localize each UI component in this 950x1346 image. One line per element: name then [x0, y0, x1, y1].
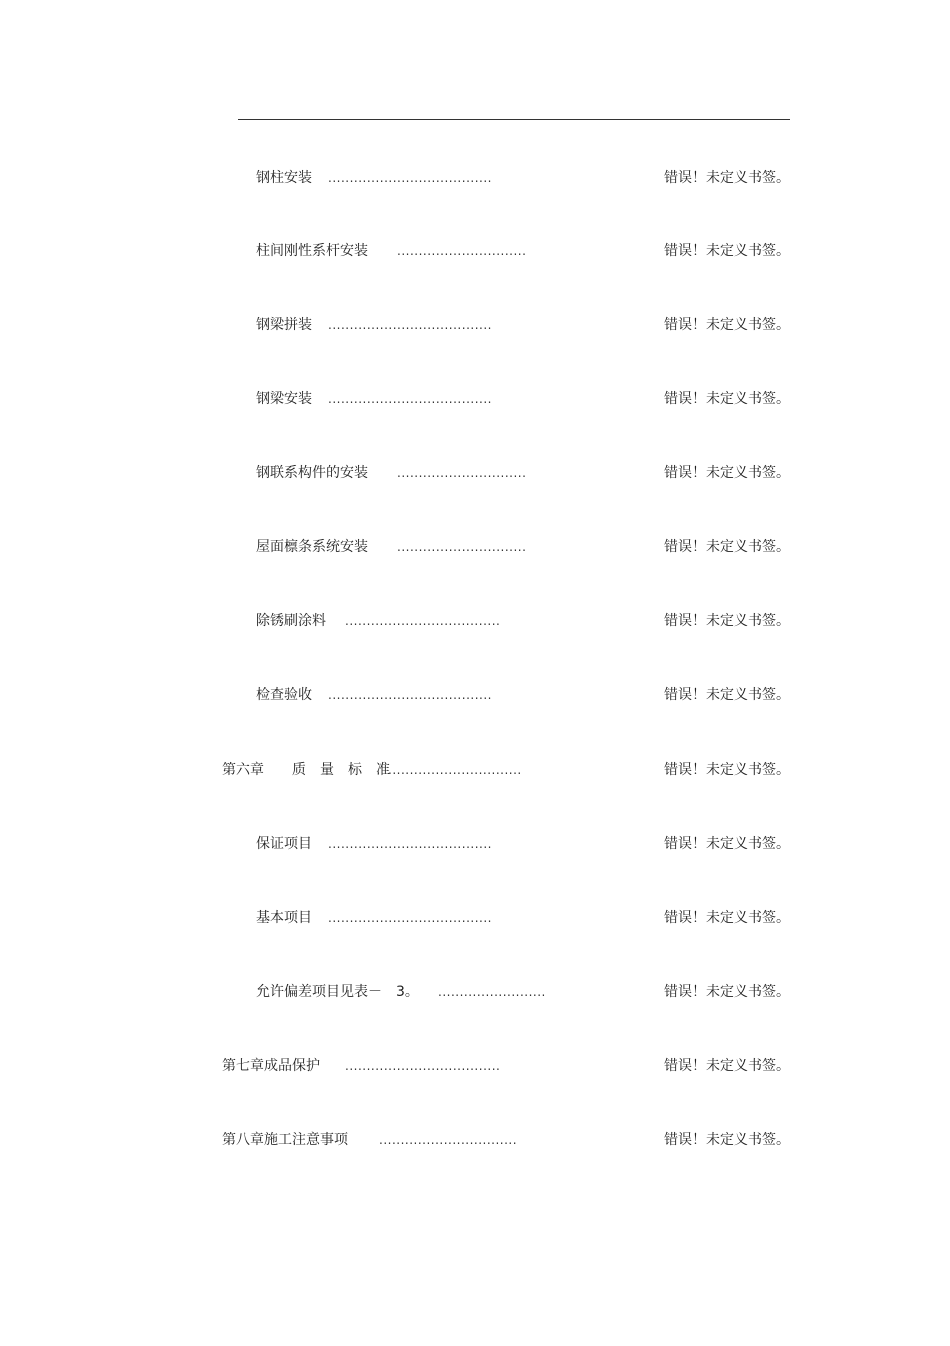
toc-entry-title: 检查验收 — [256, 687, 312, 703]
toc-dot-leader: .................................... — [345, 1059, 501, 1073]
toc-entry[interactable] — [0, 168, 950, 188]
toc-entry[interactable] — [0, 241, 950, 261]
toc-entry-title: 第六章 质 量 标 准 — [222, 762, 390, 778]
toc-entry-chapter[interactable] — [0, 760, 950, 780]
toc-page-ref: 错误！未定义书签。 — [664, 687, 790, 703]
toc-page-ref: 错误！未定义书签。 — [664, 170, 790, 186]
toc-entry[interactable] — [0, 611, 950, 631]
toc-dot-leader: ................................ — [379, 1133, 518, 1147]
toc-entry[interactable] — [0, 834, 950, 854]
toc-page-ref: 错误！未定义书签。 — [664, 243, 790, 259]
toc-dot-leader: .................................... — [345, 614, 501, 628]
toc-entry-title: 钢柱安装 — [256, 170, 312, 186]
toc-page-ref: 错误！未定义书签。 — [664, 1058, 790, 1074]
toc-page-ref: 错误！未定义书签。 — [664, 984, 790, 1000]
toc-entry-title: 钢梁拼装 — [256, 317, 312, 333]
toc-entry[interactable] — [0, 685, 950, 705]
toc-entry-title: 屋面檩条系统安装 — [256, 539, 368, 555]
toc-page-ref: 错误！未定义书签。 — [664, 1132, 790, 1148]
toc-dot-leader: ...................................... — [328, 911, 492, 925]
toc-dot-leader: ............................... — [388, 763, 522, 777]
toc-dot-leader: ...................................... — [328, 688, 492, 702]
toc-dot-leader: .............................. — [397, 540, 527, 554]
toc-entry[interactable] — [0, 982, 950, 1002]
toc-entry[interactable] — [0, 537, 950, 557]
toc-dot-leader: .............................. — [397, 244, 527, 258]
toc-entry-title: 钢联系构件的安装 — [256, 465, 368, 481]
toc-page-ref: 错误！未定义书签。 — [664, 539, 790, 555]
toc-entry-title: 除锈刷涂料 — [256, 613, 326, 629]
toc-entry[interactable] — [0, 908, 950, 928]
toc-entry-chapter[interactable] — [0, 1056, 950, 1076]
toc-entry[interactable] — [0, 315, 950, 335]
toc-dot-leader: ...................................... — [328, 171, 492, 185]
toc-page-ref: 错误！未定义书签。 — [664, 391, 790, 407]
toc-page-ref: 错误！未定义书签。 — [664, 613, 790, 629]
toc-entry-title: 允许偏差项目见表－ 3。 — [256, 984, 419, 1000]
toc-dot-leader: .............................. — [397, 466, 527, 480]
toc-entry-title: 保证项目 — [256, 836, 312, 852]
toc-entry-title: 柱间刚性系杆安装 — [256, 243, 368, 259]
toc-page-ref: 错误！未定义书签。 — [664, 836, 790, 852]
toc-dot-leader: ...................................... — [328, 318, 492, 332]
toc-page-ref: 错误！未定义书签。 — [664, 317, 790, 333]
toc-page-ref: 错误！未定义书签。 — [664, 910, 790, 926]
toc-dot-leader: ......................... — [438, 985, 546, 999]
toc-entry-title: 基本项目 — [256, 910, 312, 926]
toc-page-ref: 错误！未定义书签。 — [664, 465, 790, 481]
toc-entry-title: 第八章施工注意事项 — [222, 1132, 348, 1148]
toc-entry-chapter[interactable] — [0, 1130, 950, 1150]
toc-dot-leader: ...................................... — [328, 837, 492, 851]
toc-entry[interactable] — [0, 463, 950, 483]
toc-page-ref: 错误！未定义书签。 — [664, 762, 790, 778]
toc-entry-title: 第七章成品保护 — [222, 1058, 320, 1074]
toc-dot-leader: ...................................... — [328, 392, 492, 406]
toc-entry[interactable] — [0, 389, 950, 409]
toc-entry-title: 钢梁安装 — [256, 391, 312, 407]
